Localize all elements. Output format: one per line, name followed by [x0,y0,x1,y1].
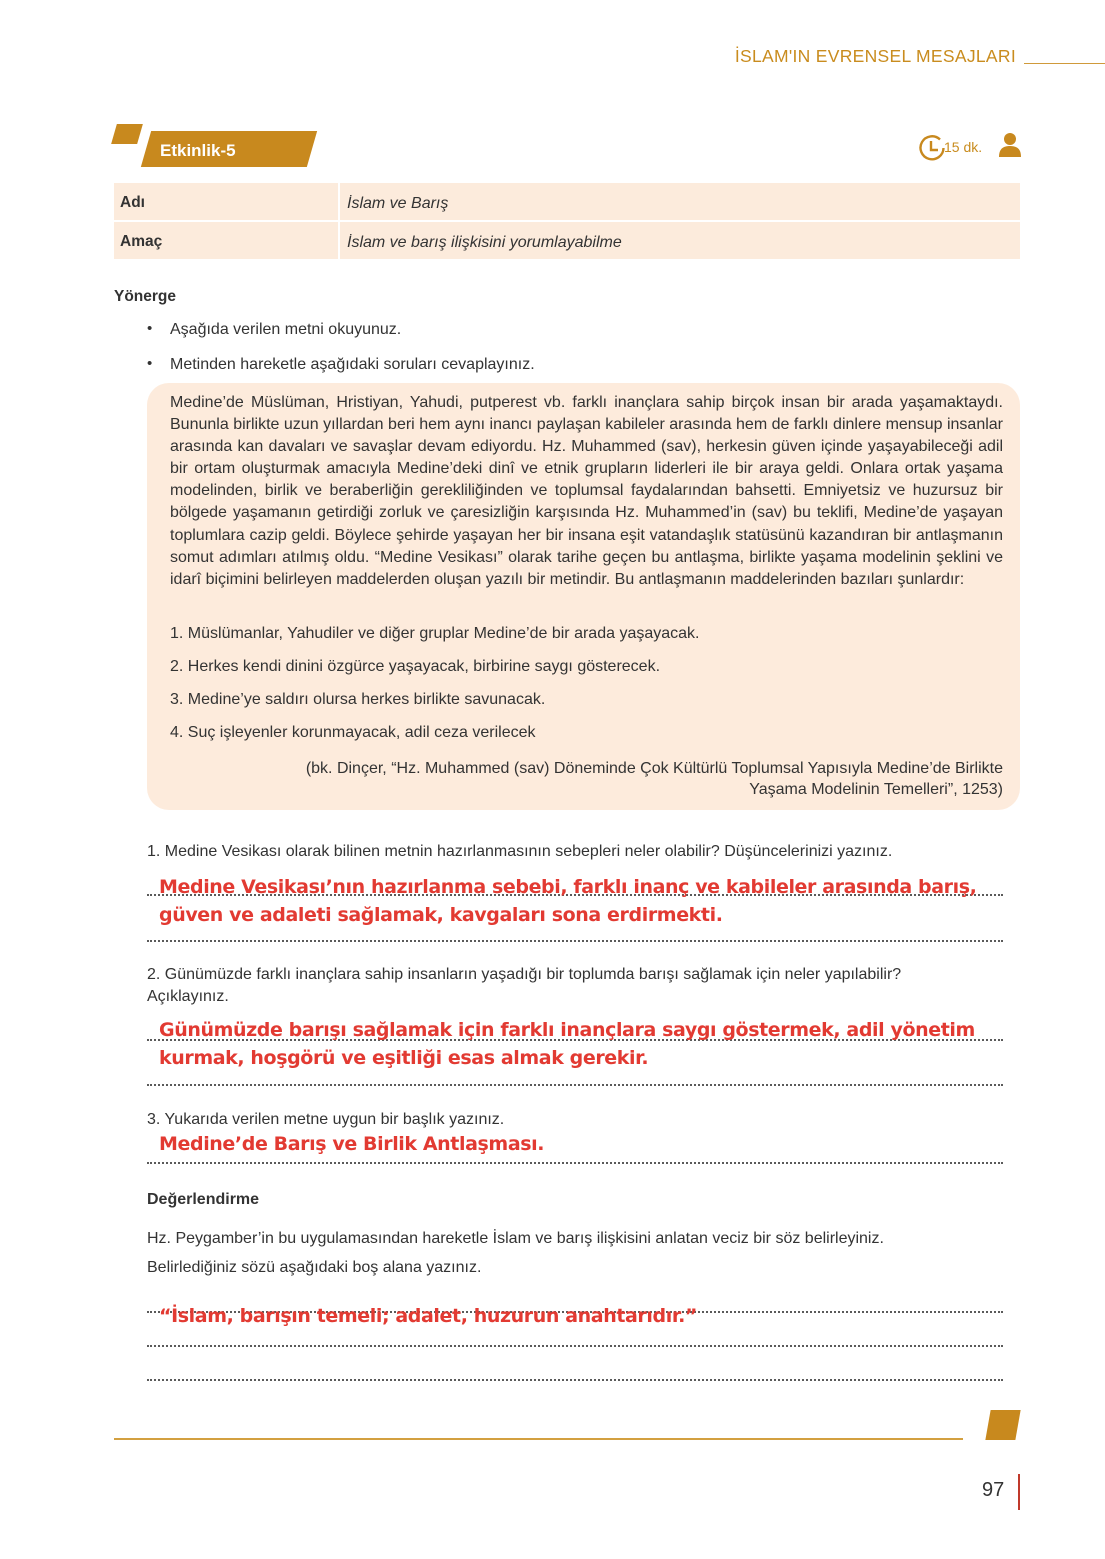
chapter-title: İSLAM'IN EVRENSEL MESAJLARI [734,46,1016,66]
evaluation-heading: Değerlendirme [147,1191,260,1208]
footer-rule [114,1438,963,1440]
instruction-item: Metinden hareketle aşağıdaki soruları cevaplayınız. [170,356,535,373]
footer-accent [985,1410,1020,1440]
person-icon [999,132,1021,158]
answer-line [147,1162,1003,1164]
passage-item: 1. Müslümanlar, Yahudiler ve diğer gruplar Medine’de bir arada yaşayacak. [170,625,700,642]
answer-1-line-2: güven ve adaleti sağlamak, kavgaları sona erdirmekti. [159,904,723,926]
passage-text: Medine’de Müslüman, Hristiyan, Yahudi, putperest vb. farklı inançlara sahip birçok insan bir arada yaşamaktaydı. Bununla birlikte uzun yıllardan beri hem aynı inancı paylaşan kabileler arasında hem de farklı dinlere mensup insanlar arasında kan davaları ve savaşlar devam ediyordu. Hz. Muhammed (sav), herkesin güven içinde yaşayabileceği adil bir ortam oluşturmak amacıyla Medine’deki dinî ve etnik grupların liderleri ile bir araya geldi. Onlara ortak yaşama modelinden, birlik ve beraberliğin gerekliliğinden ve toplumsal faydalarından bahsetti. Emniyetsiz ve huzursuz bir bölgede yaşamanın getirdiği zorluk ve çaresizliğin karşısında Hz. Muhammed’in (sav) bu teklifi, Medine’de yaşayan toplumlara cazip geldi. Böylece şehirde yaşayan her bir insana eşit vatandaşlık statüsünü kazandıran bir antlaşmanın somut adımları atılmış oldu. “Medine Vesikası” olarak tarihe geçen bu antlaşma, birlikte yaşama modelinin şeklini ve idarî biçimini belirleyen maddelerden oluşan yazılı bir metindir. Bu antlaşmanın maddelerinden bazıları şunlardır: [170,394,1003,588]
question-2: 2. Günümüzde farklı inançlara sahip insanların yaşadığı bir toplumda barışı sağlamak için neler yapılabilir? [147,966,902,983]
bullet-icon: • [147,320,153,337]
instruction-item: Aşağıda verilen metni okuyunuz. [170,321,402,338]
passage-citation [170,758,1003,800]
question-1: 1. Medine Vesikası olarak bilinen metnin hazırlanmasının sebepleri neler olabilir? Düşüncelerinizi yazınız. [147,843,893,860]
answer-line [147,1345,1003,1347]
answer-3: Medine’de Barış ve Birlik Antlaşması. [159,1133,545,1155]
page-number: 97 [982,1479,1005,1501]
passage-item: 2. Herkes kendi dinini özgürce yaşayacak, birbirine saygı gösterecek. [170,658,661,675]
evaluation-text: Hz. Peygamber’in bu uygulamasından hareketle İslam ve barış ilişkisini anlatan veciz bir söz belirleyiniz. [147,1230,884,1247]
info-value: İslam ve Barış [347,195,449,212]
info-row-name [114,183,1020,220]
info-row-aim [114,222,1020,259]
page-number-bar [1018,1474,1020,1510]
answer-2-line-1: Günümüzde barışı sağlamak için farklı inançlara saygı göstermek, adil yönetim [159,1019,975,1041]
citation-line: (bk. Dinçer, “Hz. Muhammed (sav) Döneminde Çok Kültürlü Toplumsal Yapısıyla Medine’de Birlikte [305,760,1003,777]
passage-item: 4. Suç işleyenler korunmayacak, adil ceza verilecek [170,724,536,741]
evaluation-answer: “İslam, barışın temeli; adalet, huzurun anahtarıdır.” [159,1305,697,1327]
question-2-cont: Açıklayınız. [147,988,229,1005]
header-rule [1024,63,1105,64]
clock-icon [918,134,946,162]
instructions-heading: Yönerge [114,288,177,305]
question-3: 3. Yukarıda verilen metne uygun bir başlık yazınız. [147,1111,505,1128]
bullet-icon: • [147,355,153,372]
evaluation-text: Belirlediğiniz sözü aşağıdaki boş alana yazınız. [147,1259,482,1276]
info-label: Amaç [120,233,163,250]
passage-item: 3. Medine’ye saldırı olursa herkes birlikte savunacak. [170,691,546,708]
activity-duration: 15 dk. [944,139,983,155]
info-label: Adı [120,194,145,211]
activity-tab-accent [111,124,143,144]
answer-line [147,1084,1003,1086]
answer-line [147,1379,1003,1381]
activity-title: Etkinlik-5 [160,141,236,160]
answer-line [147,940,1003,942]
info-value: İslam ve barış ilişkisini yorumlayabilme [347,234,622,251]
citation-line: Yaşama Modelinin Temelleri”, 1253) [749,781,1003,798]
answer-1-line-1: Medine Vesikası’nın hazırlanma sebebi, farklı inanç ve kabileler arasında barış, [159,876,977,898]
answer-2-line-2: kurmak, hoşgörü ve eşitliği esas almak gerekir. [159,1047,649,1069]
